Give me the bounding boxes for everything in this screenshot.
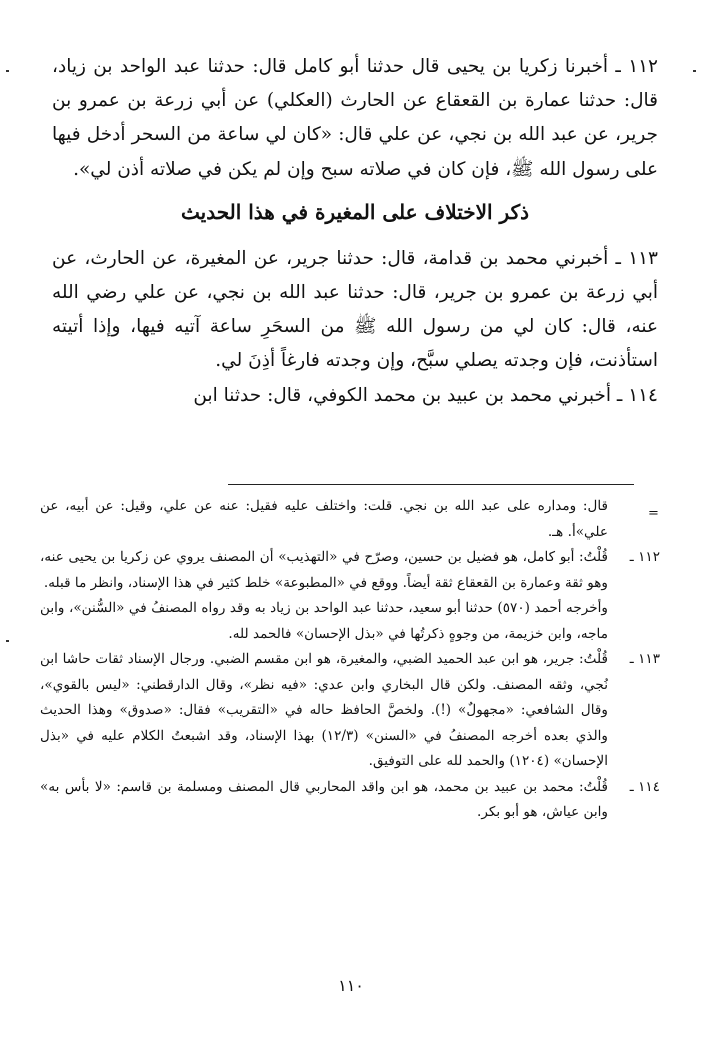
section-heading: ذكر الاختلاف على المغيرة في هذا الحديث	[181, 199, 529, 224]
footnote-114	[40, 775, 660, 826]
page-number: ١١٠	[338, 976, 364, 995]
footnote-divider	[228, 484, 634, 485]
footnote-number-placeholder	[608, 494, 660, 545]
continuation-mark: =	[648, 506, 659, 521]
footnotes	[40, 494, 660, 826]
footnote-paragraph: قُلْتُ: أبو كامل، هو فضيل بن حسين، وصرّح في «التهذيب» أن المصنف يروي عن زكريا بن يحيى عنه، وهو ثقة وعمارة بن القعقاع ثقة أيضاً. ووقع في «المطبوعة» خلط كثير في هذا الإسناد، وانظر ما قبله.	[40, 549, 608, 591]
footnote-113	[40, 647, 660, 775]
margin-mark	[693, 70, 696, 72]
margin-mark	[6, 640, 9, 642]
footnote-paragraph: قُلْتُ: جرير، هو ابن عبد الحميد الضبي، والمغيرة، هو ابن مقسم الضبي. ورجال الإسناد ثقات حاشا ابن نُجي، وثقه المصنف. ولكن قال البخاري وابن عدي: «فيه نظر»، وقال الدارقطني: «ليس بالقوي»، وقال الشافعي: «مجهولٌ» (!). ولخصَّ الحافظ حاله في «التقريب» فقال: «صدوق» وهذا الحديث والذي بعده أخرجه المصنفُ في «السنن» (١٢/٣) بهذا الإسناد، وقد اشبعتُ الكلام عليه في «بذل الإحسان» (١٢٠٤) والحمد لله على التوفيق.	[40, 651, 608, 769]
footnote-number: ١١٢ ـ	[629, 549, 660, 565]
main-text	[52, 50, 658, 413]
footnote-number: ١١٣ ـ	[629, 651, 660, 667]
hadith-113: ١١٣ ـ أخبرني محمد بن قدامة، قال: حدثنا جرير، عن المغيرة، عن الحارث، عن أبي زرعة بن عمرو بن جرير، قال: حدثنا عبد الله بن نجي، عن علي رضي الله عنه، قال: كان لي من رسول الله ﷺ من السحَرِ ساعة آتيه فيها، وإذا أتيته استأذنت، فإن وجدته يصلي سبَّح، وإن وجدته فارغاً أذِنَ لي.	[52, 247, 658, 372]
footnote-paragraph: وأخرجه أحمد (٥٧٠) حدثنا أبو سعيد، حدثنا عبد الواحد بن زياد به وقد رواه المصنفُ في «السُّنن»، وابن ماجه، وابن خزيمة، من وجوهٍ ذكرتُها في «بذل الإحسان» فالحمد لله.	[40, 600, 608, 642]
footnote-intro	[40, 494, 660, 545]
hadith-112: ١١٢ ـ أخبرنا زكريا بن يحيى قال حدثنا أبو كامل قال: حدثنا عبد الواحد بن زياد، قال: حدثنا عمارة بن القعقاع عن الحارث (العكلي) عن أبي زرعة بن عمرو بن جرير، عن عبد الله بن نجي، عن علي قال: «كان لي ساعة من السحر أدخل فيها على رسول الله ﷺ، فإن كان في صلاته سبح وإن لم يكن في صلاته أذن لي».	[52, 56, 658, 180]
hadith-114: ١١٤ ـ أخبرني محمد بن عبيد بن محمد الكوفي، قال: حدثنا ابن	[193, 384, 658, 406]
margin-mark	[6, 70, 9, 72]
footnote-112	[40, 545, 660, 647]
footnote-number: ١١٤ ـ	[629, 778, 660, 795]
footnote-intro-text: قال: ومداره على عبد الله بن نجي. قلت: واختلف عليه فقيل: عنه عن علي، وقيل: عن أبيه، عن علي»أ. هـ.	[40, 498, 608, 540]
footnote-paragraph: قُلْتُ: محمد بن عبيد بن محمد، هو ابن واقد المحاربي قال المصنف ومسلمة بن قاسم: «لا بأس به» وابن عياش، هو أبو بكر.	[40, 778, 608, 820]
